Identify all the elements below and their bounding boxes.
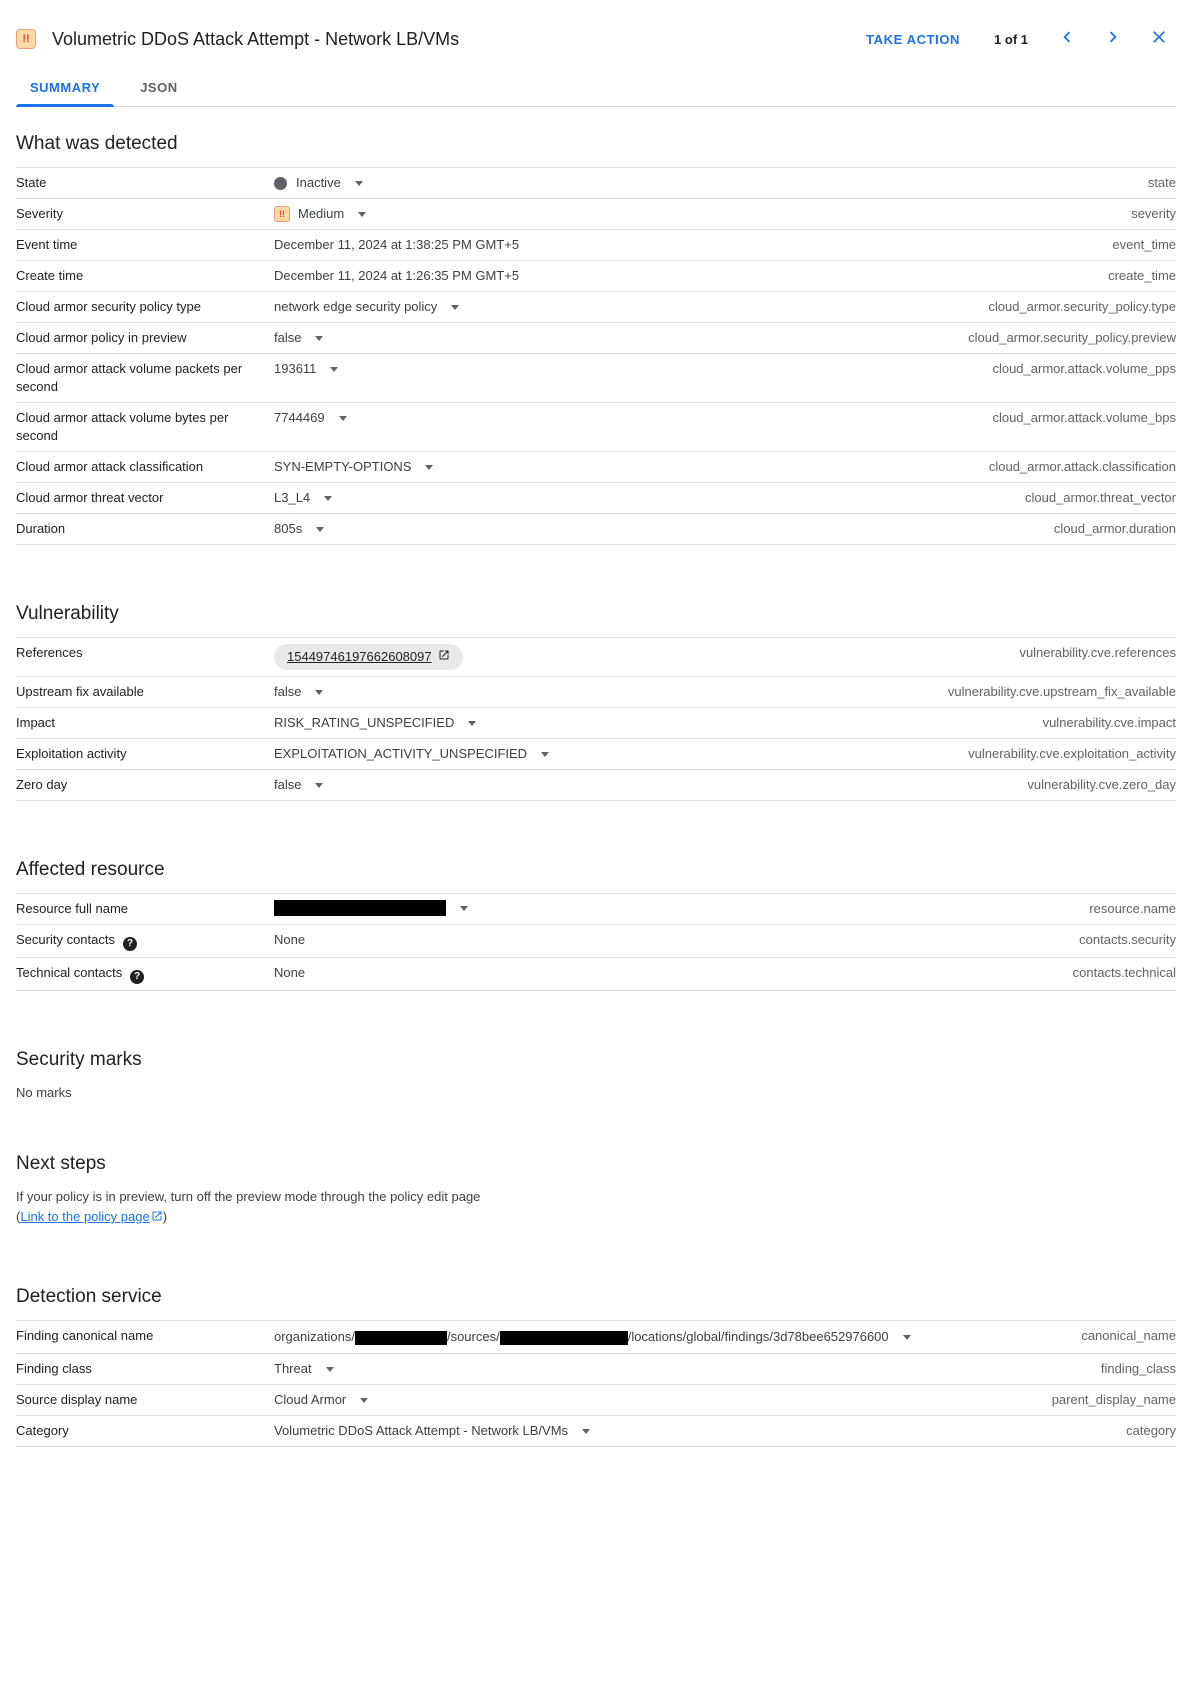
help-icon[interactable]: [123, 937, 137, 951]
zero-day-dropdown[interactable]: [274, 776, 323, 794]
classification-dropdown[interactable]: [274, 458, 433, 476]
affected-resource-table: [16, 893, 1176, 991]
volume-pps-value: 193611: [274, 361, 317, 376]
chevron-right-icon: [1102, 26, 1124, 53]
state-inactive-icon: [274, 177, 287, 190]
policy-type-value: network edge security policy: [274, 299, 438, 314]
section-detection-service: [16, 1286, 1176, 1447]
field-path: resource.name: [1089, 901, 1176, 916]
tab-bar: [16, 70, 1176, 107]
panel-header: [16, 0, 1176, 52]
severity-medium-icon: !!: [274, 206, 290, 222]
chevron-down-icon: [324, 496, 332, 501]
field-path: contacts.security: [1079, 932, 1176, 947]
volume-pps-dropdown[interactable]: [274, 360, 338, 378]
table-row-security-contacts: [16, 925, 1176, 958]
chevron-down-icon: [315, 336, 323, 341]
canonical-name-dropdown[interactable]: [274, 1325, 938, 1349]
chevron-down-icon: [451, 305, 459, 310]
row-label: Upstream fix available: [16, 684, 144, 699]
volume-bps-dropdown[interactable]: [274, 409, 347, 427]
row-label: Source display name: [16, 1392, 138, 1407]
chevron-down-icon: [582, 1429, 590, 1434]
external-link-icon: [438, 648, 450, 666]
section-heading: Affected resource: [16, 859, 165, 880]
field-path: cloud_armor.attack.volume_bps: [992, 410, 1176, 425]
row-label: [16, 929, 274, 953]
row-label: Cloud armor attack classification: [16, 459, 204, 474]
chevron-down-icon: [315, 783, 323, 788]
classification-value: SYN-EMPTY-OPTIONS: [274, 459, 412, 474]
row-label: Duration: [16, 521, 66, 536]
chevron-down-icon: [315, 690, 323, 695]
row-label: References: [16, 645, 83, 660]
redacted-source-id: [500, 1331, 628, 1345]
next-finding-button[interactable]: [1100, 26, 1126, 52]
event-time-value: December 11, 2024 at 1:38:25 PM GMT+5: [274, 237, 520, 252]
next-steps-text-before: If your policy is in preview, turn off the preview mode through the policy edit page (: [16, 1189, 481, 1224]
canonical-part-1: organizations/: [274, 1329, 355, 1344]
no-marks-text: No marks: [16, 1085, 72, 1100]
upstream-fix-dropdown[interactable]: [274, 683, 323, 701]
chevron-down-icon: [903, 1335, 911, 1340]
detection-service-table: [16, 1320, 1176, 1447]
redacted-resource-name: [274, 900, 446, 916]
row-label: [16, 962, 274, 986]
table-row-source-display-name: [16, 1385, 1176, 1416]
resource-name-dropdown[interactable]: [274, 900, 468, 916]
field-path: cloud_armor.attack.classification: [988, 459, 1176, 474]
table-row-attack-classification: [16, 452, 1176, 483]
chevron-down-icon: [425, 465, 433, 470]
duration-dropdown[interactable]: [274, 520, 324, 538]
state-dropdown[interactable]: [296, 174, 363, 192]
row-label: Severity: [16, 206, 63, 221]
help-icon[interactable]: [130, 970, 144, 984]
tab-summary[interactable]: SUMMARY: [16, 70, 114, 106]
table-row-volume-pps: [16, 354, 1176, 403]
field-path: cloud_armor.security_policy.preview: [968, 330, 1176, 345]
row-label: Exploitation activity: [16, 746, 127, 761]
table-row-canonical-name: [16, 1321, 1176, 1354]
severity-medium-icon: !!: [16, 29, 36, 49]
policy-type-dropdown[interactable]: [274, 298, 459, 316]
source-display-name-dropdown[interactable]: [274, 1391, 368, 1409]
row-label: Event time: [16, 237, 78, 252]
section-heading: What was detected: [16, 133, 178, 154]
chevron-down-icon: [468, 721, 476, 726]
detected-table: [16, 167, 1176, 545]
source-display-name-value: Cloud Armor: [274, 1392, 347, 1407]
tab-json[interactable]: JSON: [140, 80, 178, 95]
zero-day-value: false: [274, 777, 302, 792]
security-contacts-value: None: [274, 932, 306, 947]
policy-preview-dropdown[interactable]: [274, 329, 323, 347]
canonical-part-3: /locations/global/findings/3d78bee652976600: [627, 1329, 889, 1344]
external-link-icon: [151, 1210, 163, 1225]
chevron-left-icon: [1056, 26, 1078, 53]
row-label: Zero day: [16, 777, 68, 792]
section-vulnerability: [16, 603, 1176, 801]
volume-bps-value: 7744469: [274, 410, 325, 425]
section-heading: Detection service: [16, 1286, 162, 1307]
row-label: Cloud armor policy in preview: [16, 330, 187, 345]
chevron-down-icon: [330, 367, 338, 372]
reference-id: 15449746197662608097: [287, 649, 432, 664]
row-label: Category: [16, 1423, 69, 1438]
threat-vector-value: L3_L4: [274, 490, 311, 505]
row-label: Create time: [16, 268, 84, 283]
row-label: State: [16, 175, 47, 190]
section-heading: Security marks: [16, 1049, 142, 1070]
table-row-resource-name: [16, 894, 1176, 925]
table-row-duration: [16, 514, 1176, 545]
table-row-references: [16, 638, 1176, 677]
field-path: event_time: [1112, 237, 1176, 252]
previous-finding-button[interactable]: [1054, 26, 1080, 52]
table-row-volume-bps: [16, 403, 1176, 452]
field-path: severity: [1131, 206, 1176, 221]
section-next-steps: [16, 1153, 1176, 1228]
field-path: vulnerability.cve.impact: [1042, 715, 1176, 730]
exploitation-activity-value: EXPLOITATION_ACTIVITY_UNSPECIFIED: [274, 746, 528, 761]
chevron-down-icon: [360, 1398, 368, 1403]
table-row-upstream-fix: [16, 677, 1176, 708]
exploitation-activity-dropdown[interactable]: [274, 745, 549, 763]
technical-contacts-value: None: [274, 965, 306, 980]
field-path: cloud_armor.security_policy.type: [988, 299, 1176, 314]
severity-value: Medium: [298, 206, 345, 221]
policy-page-link[interactable]: Link to the policy page: [20, 1209, 150, 1224]
vulnerability-table: [16, 637, 1176, 801]
next-steps-text-after: ): [162, 1209, 168, 1224]
table-row-impact: [16, 708, 1176, 739]
field-path: vulnerability.cve.references: [1019, 645, 1176, 660]
row-label: Cloud armor attack volume packets per second: [16, 361, 243, 394]
state-value: Inactive: [296, 175, 341, 190]
table-row-create-time: [16, 261, 1176, 292]
reference-link-chip[interactable]: [274, 644, 463, 670]
field-path: cloud_armor.attack.volume_pps: [992, 361, 1176, 376]
field-path: category: [1126, 1423, 1176, 1438]
section-heading: Vulnerability: [16, 603, 119, 624]
section-what-was-detected: [16, 133, 1176, 545]
next-steps-text: [16, 1187, 488, 1228]
impact-value: RISK_RATING_UNSPECIFIED: [274, 715, 455, 730]
field-path: vulnerability.cve.upstream_fix_available: [947, 684, 1176, 699]
impact-dropdown[interactable]: [274, 714, 476, 732]
upstream-fix-value: false: [274, 684, 302, 699]
row-label: Cloud armor attack volume bytes per second: [16, 410, 229, 443]
field-path: vulnerability.cve.zero_day: [1027, 777, 1176, 792]
field-path: cloud_armor.threat_vector: [1024, 490, 1176, 505]
section-security-marks: [16, 1049, 1176, 1103]
technical-contacts-label: Technical contacts: [16, 965, 123, 980]
close-icon: [1149, 27, 1169, 52]
section-affected-resource: [16, 859, 1176, 991]
canonical-part-2: /sources/: [446, 1329, 500, 1344]
finding-class-value: Threat: [274, 1361, 312, 1376]
table-row-category: [16, 1416, 1176, 1447]
severity-dropdown[interactable]: [298, 205, 366, 223]
redacted-organization-id: [355, 1331, 447, 1345]
take-action-button[interactable]: TAKE ACTION: [866, 31, 961, 47]
chevron-down-icon: [358, 212, 366, 217]
field-path: vulnerability.cve.exploitation_activity: [968, 746, 1176, 761]
chevron-down-icon: [326, 1367, 334, 1372]
category-dropdown[interactable]: [274, 1422, 590, 1440]
chevron-down-icon: [316, 527, 324, 532]
field-path: finding_class: [1100, 1361, 1176, 1376]
field-path: canonical_name: [1081, 1328, 1176, 1343]
security-contacts-label: Security contacts: [16, 932, 115, 947]
chevron-down-icon: [339, 416, 347, 421]
table-row-exploitation-activity: [16, 739, 1176, 770]
field-path: create_time: [1108, 268, 1176, 283]
pagination-label: 1 of 1: [994, 31, 1028, 47]
page-title: Volumetric DDoS Attack Attempt - Network LB/VMs: [52, 28, 460, 49]
create-time-value: December 11, 2024 at 1:26:35 PM GMT+5: [274, 268, 520, 283]
table-row-technical-contacts: [16, 958, 1176, 991]
row-label: Impact: [16, 715, 56, 730]
table-row-state: [16, 168, 1176, 199]
field-path: contacts.technical: [1072, 965, 1176, 980]
field-path: parent_display_name: [1051, 1392, 1176, 1407]
row-label: Finding class: [16, 1361, 92, 1376]
chevron-down-icon: [355, 181, 363, 186]
duration-value: 805s: [274, 521, 303, 536]
table-row-threat-vector: [16, 483, 1176, 514]
row-label: Finding canonical name: [16, 1328, 154, 1343]
chevron-down-icon: [541, 752, 549, 757]
threat-vector-dropdown[interactable]: [274, 489, 332, 507]
category-value: Volumetric DDoS Attack Attempt - Network LB/VMs: [274, 1423, 569, 1438]
chevron-down-icon: [460, 906, 468, 911]
table-row-policy-type: [16, 292, 1176, 323]
close-button[interactable]: [1146, 26, 1172, 52]
section-heading: Next steps: [16, 1153, 106, 1174]
finding-class-dropdown[interactable]: [274, 1360, 334, 1378]
table-row-policy-preview: [16, 323, 1176, 354]
row-label: Cloud armor security policy type: [16, 299, 201, 314]
header-actions: [866, 26, 1176, 52]
table-row-event-time: [16, 230, 1176, 261]
policy-preview-value: false: [274, 330, 302, 345]
table-row-zero-day: [16, 770, 1176, 801]
table-row-severity: [16, 199, 1176, 230]
row-label: Resource full name: [16, 901, 128, 916]
row-label: Cloud armor threat vector: [16, 490, 164, 505]
field-path: cloud_armor.duration: [1053, 521, 1176, 536]
table-row-finding-class: [16, 1354, 1176, 1385]
field-path: state: [1147, 175, 1176, 190]
